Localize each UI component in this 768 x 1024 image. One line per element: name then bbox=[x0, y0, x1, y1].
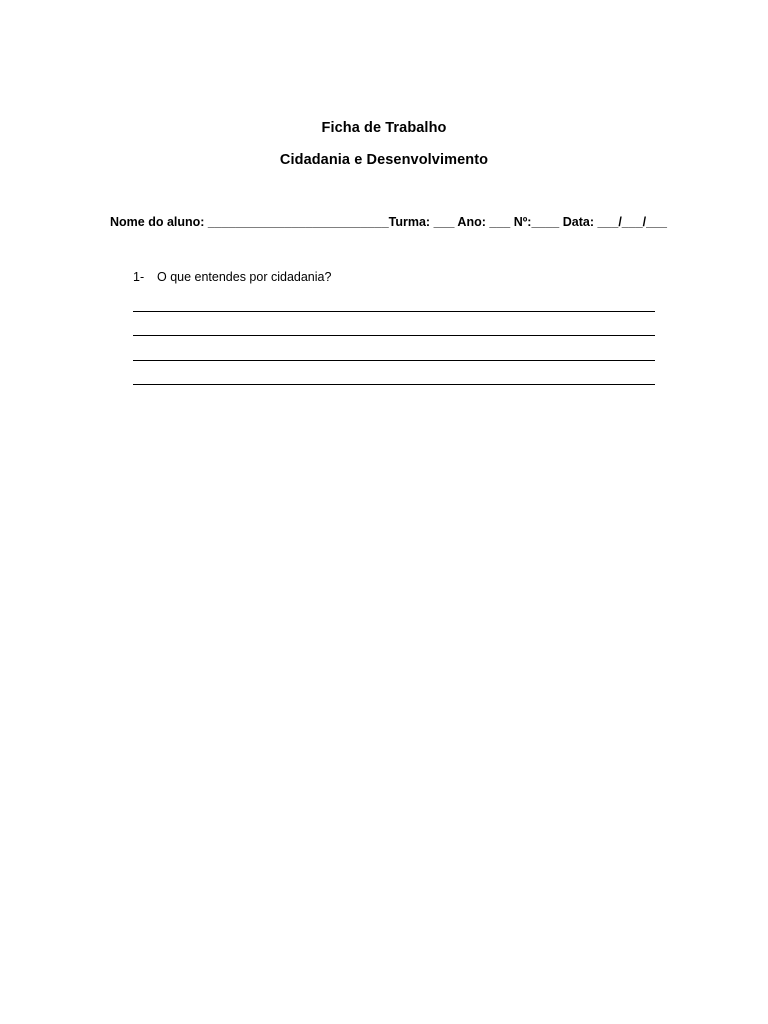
question-1 bbox=[133, 270, 331, 284]
worksheet-title: Ficha de Trabalho bbox=[321, 120, 447, 136]
answer-line bbox=[133, 360, 655, 361]
answer-line bbox=[133, 384, 655, 385]
worksheet-subtitle: Cidadania e Desenvolvimento bbox=[279, 152, 489, 168]
answer-line bbox=[133, 335, 655, 336]
answer-line bbox=[133, 311, 655, 312]
student-info-line: Nome do aluno: __________________________Turma: ___ Ano: ___ Nº:____ Data: ___/___/___ bbox=[110, 215, 667, 229]
question-number: 1- bbox=[133, 270, 145, 284]
question-text: O que entendes por cidadania? bbox=[157, 270, 332, 284]
